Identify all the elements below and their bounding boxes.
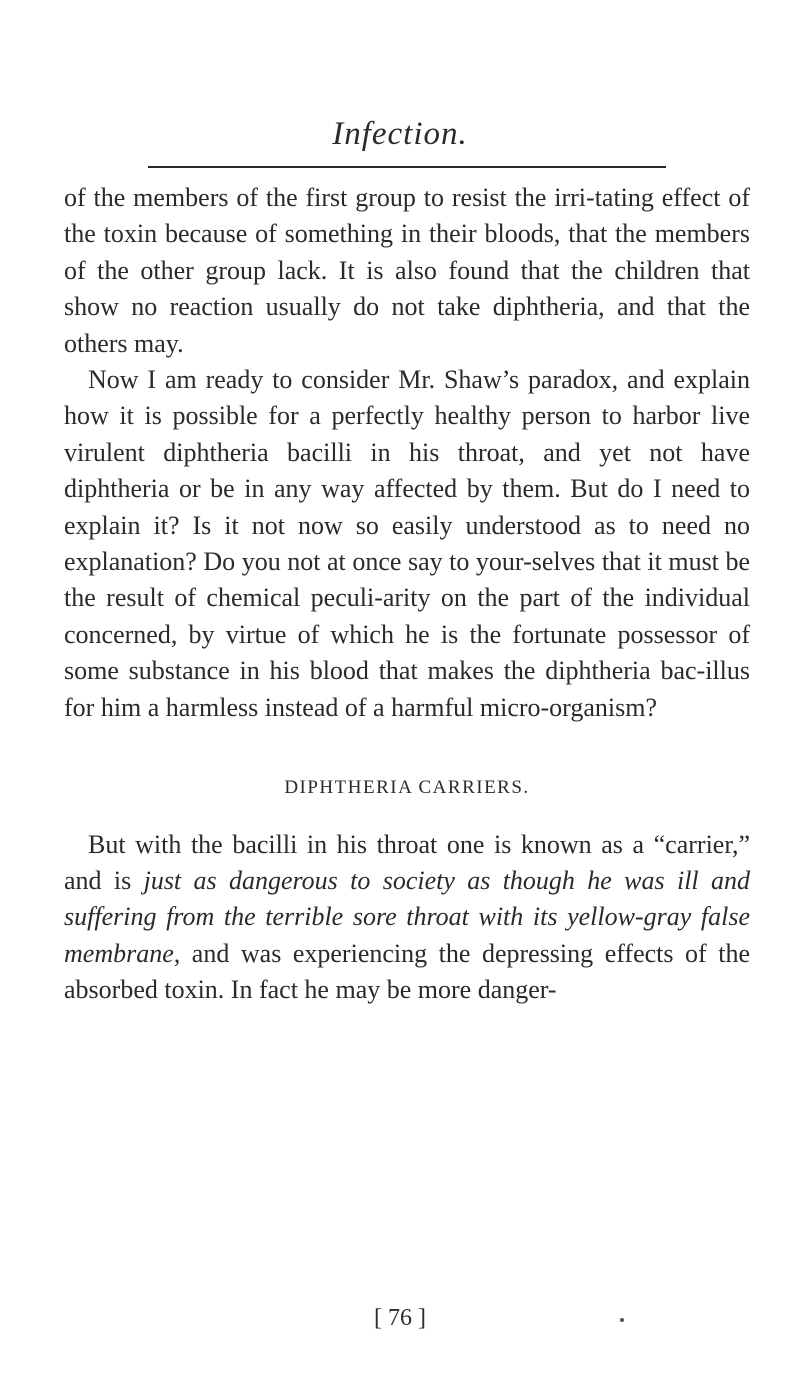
emphasis-text: just as dangerous to society as though he was ill and suffering from the terrible sore throat with its yellow-gray false membrane, [64, 865, 751, 968]
header-rule [148, 166, 666, 168]
paragraph-tail: and was experiencing the depressing effects of the absorbed toxin. In fact he may be more danger- [64, 938, 750, 1005]
page-number: [ 76 ] [374, 1305, 426, 1331]
paragraph-lead: But with the bacilli in his throat one is known as a “carrier,” and is [64, 829, 750, 895]
running-head: Infection. [332, 116, 468, 152]
section-heading: DIPHTHERIA CARRIERS. [284, 777, 530, 799]
paragraph-carriers [64, 827, 750, 1009]
body-text [64, 180, 750, 1009]
paragraph-shaw-paradox: Now I am ready to consider Mr. Shaw’s paradox, and explain how it is possible for a perfectly healthy person to harbor live virulent diphtheria bacilli in his throat, and yet not have diphtheria or be in any way affected by them. But do I need to explain it? Is it not now so easily understood as to need no explanation? Do you not at once say to your-selves that it must be the result of chemical peculi-arity on the part of the individual concerned, by virtue of which he is the fortunate possessor of some substance in his blood that makes the diphtheria bac-illus for him a harmless instead of a harmful micro-organism? [64, 365, 750, 722]
paragraph-continued: of the members of the first group to resist the irri-tating effect of the toxin because of something in their bloods, that the members of the other group lack. It is also found that the children that show no reaction usually do not take diphtheria, and that the others may. [64, 183, 750, 358]
print-speck [620, 1318, 624, 1322]
